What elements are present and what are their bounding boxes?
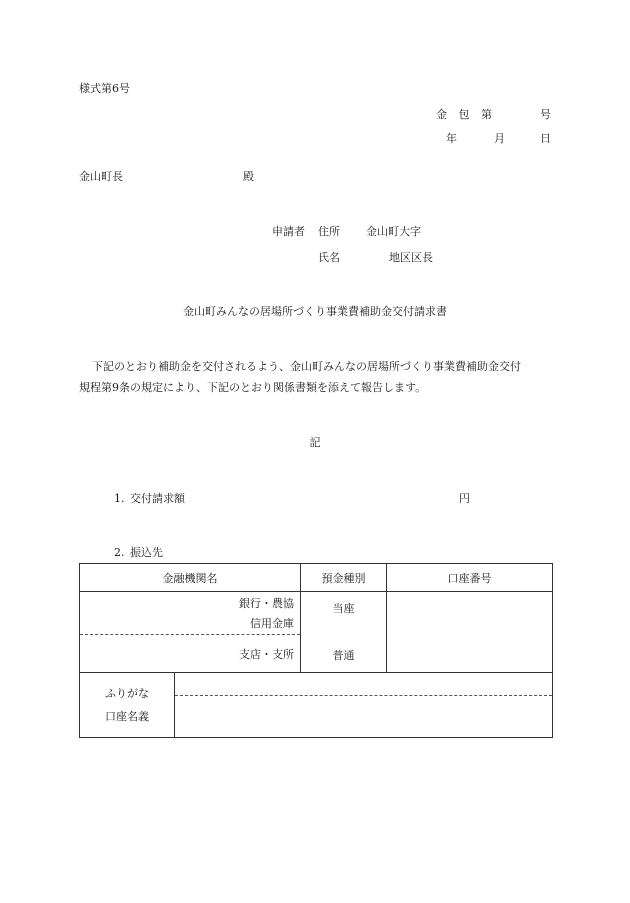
applicant-label: 申請者 <box>272 225 305 238</box>
addressee-name: 金山町長 <box>79 170 123 183</box>
deposit-type-current: 当座 <box>332 602 355 615</box>
date-day: 日 <box>540 132 551 145</box>
ki-marker: 記 <box>309 436 321 449</box>
account-name-label-cell <box>80 673 175 738</box>
item2-label: 振込先 <box>130 546 163 559</box>
account-name-row <box>80 673 553 738</box>
furigana-label: ふりがな <box>105 687 149 700</box>
body-line-1: 下記のとおり補助金を交付されるよう、金山町みんなの居場所づくり事業費補助金交付 <box>92 360 521 373</box>
account-number-cell[interactable] <box>387 592 553 673</box>
header-bank-name: 金融機関名 <box>80 564 301 592</box>
bank-row <box>80 592 553 673</box>
document-title: 金山町みんなの居場所づくり事業費補助金交付請求書 <box>183 305 447 318</box>
name-label: 氏名 <box>318 251 340 264</box>
deposit-type-ordinary: 普通 <box>332 649 355 662</box>
item1-number: 1. <box>114 492 125 505</box>
account-name-cell[interactable] <box>175 673 553 738</box>
doc-number-suffix: 号 <box>540 108 551 121</box>
branch-type: 支店・支所 <box>239 648 294 661</box>
bank-type-1: 銀行・農協 <box>239 597 294 610</box>
date-month: 月 <box>494 132 505 145</box>
header-account-number: 口座番号 <box>387 564 553 592</box>
bank-table <box>79 563 553 738</box>
header-deposit-type: 預金種別 <box>301 564 387 592</box>
body-line-2: 規程第9条の規定により、下記のとおり関係書類を添えて報告します。 <box>79 381 427 394</box>
deposit-type-cell[interactable] <box>301 592 387 673</box>
item1-unit: 円 <box>459 492 470 505</box>
item2-number: 2. <box>114 546 125 559</box>
form-number: 様式第6号 <box>79 82 130 95</box>
address-value: 金山町大字 <box>366 225 421 238</box>
account-name-label: 口座名義 <box>105 710 149 723</box>
date-year: 年 <box>446 132 457 145</box>
address-label: 住所 <box>318 225 340 238</box>
addressee-honorific: 殿 <box>243 170 254 183</box>
doc-number-prefix: 金 包 第 <box>436 108 496 121</box>
bank-divider <box>80 634 300 635</box>
bank-type-2: 信用金庫 <box>250 617 294 630</box>
item1-label: 交付請求額 <box>130 492 185 505</box>
bank-name-cell[interactable] <box>80 592 301 673</box>
furigana-divider <box>175 695 552 696</box>
table-header-row <box>80 564 553 592</box>
name-value: 地区区長 <box>389 251 433 264</box>
